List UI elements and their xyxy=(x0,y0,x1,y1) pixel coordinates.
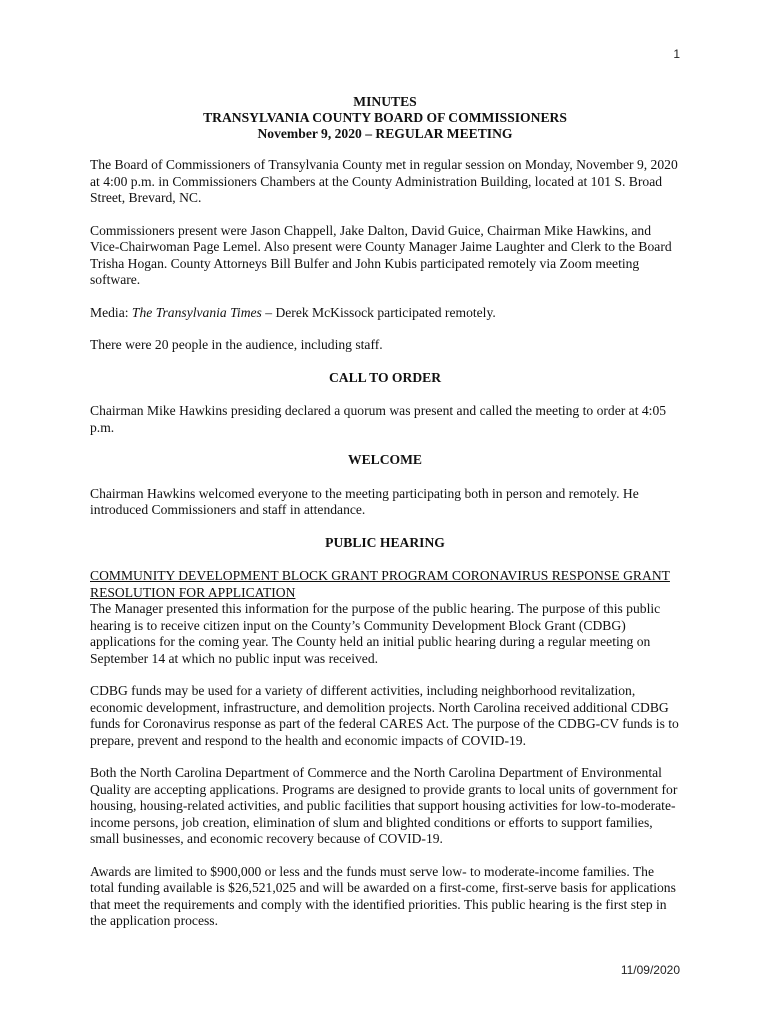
public-hearing-paragraph-1: The Manager presented this information for the purpose of the public hearing. The purpose of this public hearing is to receive citizen input on the County’s Community Development Block Grant (CDBG) applications for the coming year. The County held an initial public hearing during a regular meeting on September 14 at which no public input was received. xyxy=(90,601,661,666)
media-paragraph xyxy=(90,305,680,322)
document-body xyxy=(90,94,680,946)
document-title xyxy=(90,94,680,142)
page-number: 1 xyxy=(673,47,680,61)
section-heading-call-to-order: CALL TO ORDER xyxy=(328,369,442,385)
call-to-order-paragraph: Chairman Mike Hawkins presiding declared a quorum was present and called the meeting to order at 4:05 p.m. xyxy=(90,403,667,435)
public-hearing-subheading: COMMUNITY DEVELOPMENT BLOCK GRANT PROGRAM CORONAVIRUS RESPONSE GRANT RESOLUTION FOR APPLICATION xyxy=(90,568,670,600)
attendance-paragraph: Commissioners present were Jason Chappell, Jake Dalton, David Guice, Chairman Mike Hawkins, and Vice-Chairwoman Page Lemel. Also present were County Manager Jaime Laughter and Clerk to the Board Trisha Hogan. County Attorneys Bill Bulfer and John Kubis participated remotely via Zoom meeting software. xyxy=(90,222,672,287)
title-line-board: TRANSYLVANIA COUNTY BOARD OF COMMISSIONERS xyxy=(203,110,567,125)
title-line-meeting-date: November 9, 2020 – REGULAR MEETING xyxy=(257,126,513,141)
footer-date: 11/09/2020 xyxy=(620,963,680,977)
section-heading-welcome: WELCOME xyxy=(347,452,422,467)
public-hearing-paragraph-3: Both the North Carolina Department of Commerce and the North Carolina Department of Environmental Quality are accepting applications. Programs are designed to provide grants to local units of government for housing, housing-related activities, and public facilities that support housing activities for low-to-moderate-income persons, job creation, elimination of slum and blighted conditions or efforts to support families, small businesses, and economic recovery because of COVID-19. xyxy=(90,765,678,846)
section-heading-public-hearing: PUBLIC HEARING xyxy=(325,534,445,550)
public-hearing-paragraph-4: Awards are limited to $900,000 or less and the funds must serve low- to moderate-income families. The total funding available is $26,521,025 and will be awarded on a first-come, first-serve basis for applications that meet the requirements and comply with the identified priorities. This public hearing is the first step in the application process. xyxy=(90,863,676,928)
audience-paragraph: There were 20 people in the audience, including staff. xyxy=(90,337,383,352)
media-detail: – Derek McKissock participated remotely. xyxy=(265,304,496,320)
media-outlet: The Transylvania Times xyxy=(131,304,262,320)
welcome-paragraph: Chairman Hawkins welcomed everyone to the meeting participating both in person and remotely. He introduced Commissioners and staff in attendance. xyxy=(90,485,639,517)
intro-paragraph: The Board of Commissioners of Transylvania County met in regular session on Monday, November 9, 2020 at 4:00 p.m. in Commissioners Chambers at the County Administration Building, located at 101 S. Broad Street, Brevard, NC. xyxy=(90,157,678,205)
title-line-minutes: MINUTES xyxy=(353,94,417,109)
public-hearing-paragraph-2: CDBG funds may be used for a variety of different activities, including neighborhood revitalization, economic development, infrastructure, and demolition projects. North Carolina received additional CDBG funds for Coronavirus response as part of the federal CARES Act. The purpose of the CDBG-CV funds is to prepare, prevent and respond to the health and economic impacts of COVID-19. xyxy=(90,683,679,748)
media-label: Media: xyxy=(90,304,129,320)
